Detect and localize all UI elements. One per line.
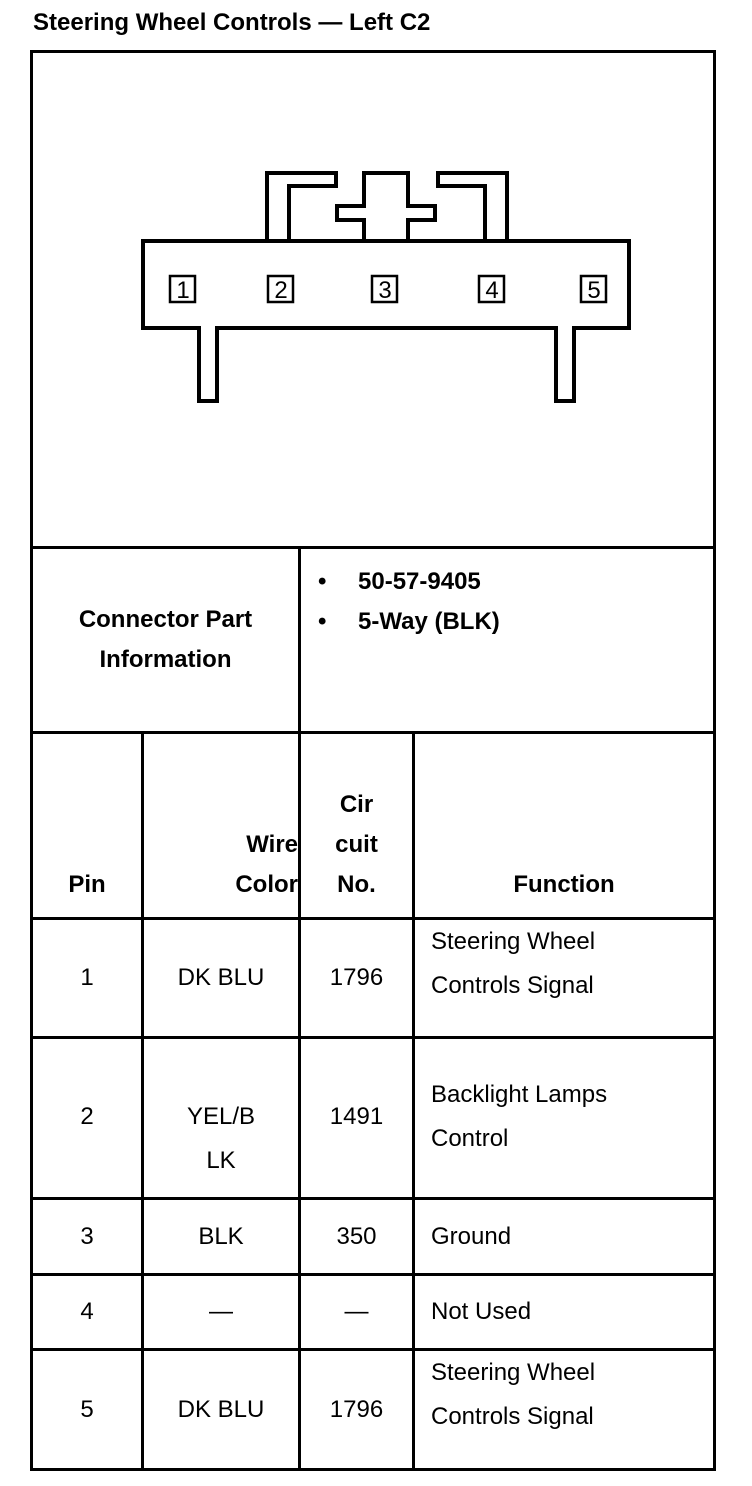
column-header-pin: Pin: [68, 871, 106, 898]
wire-color-cell: —: [209, 1298, 233, 1325]
latch-right-outline: [438, 173, 507, 241]
latch-left-outline: [267, 173, 336, 241]
function-cell: Ground: [431, 1222, 512, 1250]
page-title: Steering Wheel Controls — Left C2: [33, 9, 431, 36]
circuit-cell: —: [344, 1298, 369, 1325]
wire-color-cell: BLK: [198, 1222, 244, 1250]
circuit-cell: 1796: [329, 1395, 384, 1423]
pin-label-1: 1: [176, 277, 190, 304]
key-center-outline: [337, 173, 435, 241]
connector-diagram: [33, 53, 713, 547]
pin-cell: 1: [80, 964, 94, 991]
connector-part-info-list: [318, 562, 500, 642]
function-cell: Steering Wheel Controls Signal: [431, 1359, 596, 1430]
wire-color-cell: DK BLU: [177, 1395, 265, 1423]
circuit-cell: 350: [336, 1222, 377, 1250]
column-header-function: Function: [513, 871, 615, 898]
pin-label-4: 4: [485, 277, 499, 304]
list-item: • 5-Way (BLK): [318, 608, 500, 635]
function-cell: Steering Wheel Controls Signal: [431, 928, 596, 999]
pin-cell: 4: [80, 1298, 94, 1325]
connector-body-outline: [143, 241, 629, 401]
list-item: • 50-57-9405: [318, 568, 481, 595]
circuit-cell: 1796: [329, 964, 384, 991]
wire-color-cell: YEL/B LK: [186, 1103, 256, 1174]
column-header-circuit-no: Cir cuit No.: [335, 791, 378, 898]
pin-label-2: 2: [274, 277, 288, 304]
connector-part-info-label: Connector Part Information: [78, 606, 253, 673]
function-cell: Not Used: [431, 1298, 532, 1325]
pin-cell: 5: [80, 1395, 94, 1423]
function-cell: Backlight Lamps Control: [431, 1081, 608, 1152]
circuit-cell: 1491: [329, 1103, 384, 1130]
pin-label-3: 3: [378, 277, 392, 304]
wire-color-cell: DK BLU: [177, 964, 265, 991]
pin-label-5: 5: [587, 277, 601, 304]
column-header-wire-color: Wire Color: [235, 831, 298, 898]
pin-cell: 2: [80, 1103, 94, 1130]
pin-cell: 3: [80, 1222, 94, 1250]
